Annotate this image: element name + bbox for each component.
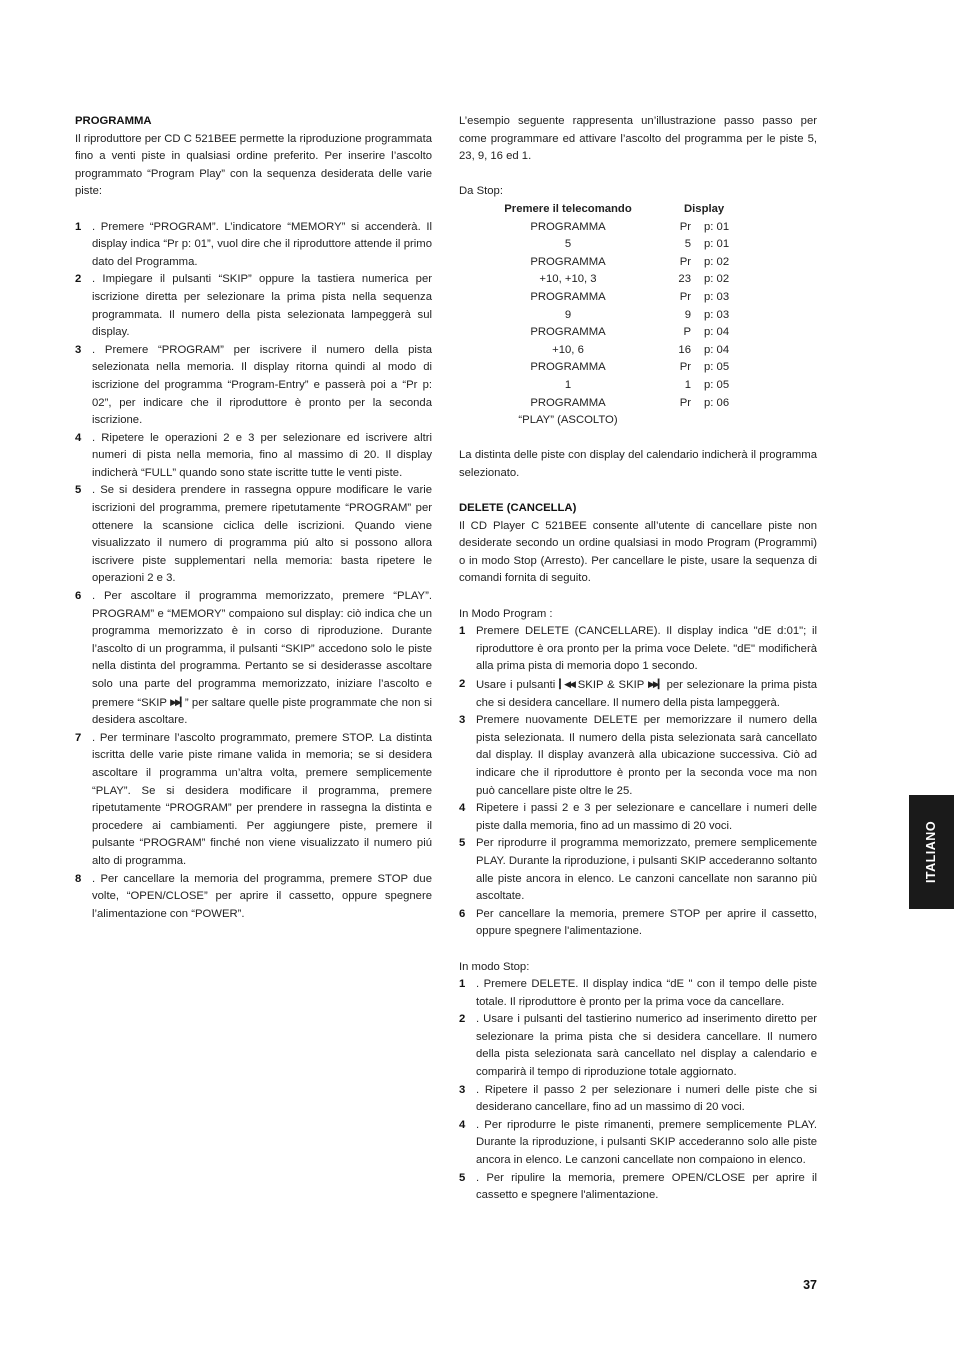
program-mode-step-4: 4 Ripetere i passi 2 e 3 per selezionare e cancellare i numeri delle piste dalla memoria, fino ad un massimo di 20 voci. <box>459 802 817 832</box>
language-tab <box>909 795 954 909</box>
programma-step-7: 7 . Per terminare l’ascolto programmato, premere STOP. La distinta iscritta delle varie piste rimane valida in memoria; se si desidera ascoltare il programma un’altra volta, premere semplicemente “PLAY”. Se si desidera modificare il programma, premere ripetutamente “PROGRAM” per prendere in rassegna la distinta e procedere ai cambiamenti. Per aggiungere piste, premere il pulsante “PROGRAM” finché non viene visualizzato il numero piú alto di programma. <box>75 731 432 867</box>
delete-heading: DELETE (CANCELLA) <box>459 502 577 515</box>
stop-mode-step-4: 4 . Per riprodurre le piste rimanenti, premere semplicemente PLAY. Durante la riproduzione, i pulsanti SKIP accederanno solo alle piste ancora in elenco. Le canzoni cancellate non compaiono in elenco. <box>459 1118 817 1167</box>
table-row: PROGRAMMA Pr p: 02 <box>530 255 730 268</box>
table-row: +10, +10, 3 23 p: 02 <box>539 273 730 286</box>
table-row: PROGRAMMA Pr p: 03 <box>530 290 730 303</box>
programma-heading: PROGRAMMA <box>75 115 152 127</box>
table-row: PROGRAMMA Pr p: 01 <box>530 220 730 233</box>
programma-step-4: 4 . Ripetere le operazioni 2 e 3 per selezionare ed iscrivere altri numeri di pista nella memoria, fino al massimo di 20. Il display indicherà “FULL” quando sono state iscritte tutte le venti piste. <box>75 431 432 479</box>
right-column <box>459 113 817 1205</box>
programma-step-3: 3 . Premere “PROGRAM” per iscrivere il numero della pista selezionata nella memoria. Il display ritorna quindi al modo di iscrizione del programma “Program-Entry” e passerà poi a “Pr p: 02”, per indicare che il riproduttore è pronto per la seconda iscrizione. <box>75 343 432 427</box>
table-row: PROGRAMMA Pr p: 05 <box>530 361 730 374</box>
skip-back-icon: ▎◀◀ <box>559 679 574 689</box>
programma-step-5: 5 . Se si desidera prendere in rassegna oppure modificare le varie iscrizioni del programma, premere ripetutamente “PROGRAM” per ottenere la scansione ciclica delle iscrizioni. Quando viene visualizzato il numero di programma piú alto si possono allora iscrivere piste supplementari nella memoria: basta ripetere le operazioni 2 e 3. <box>75 484 432 585</box>
stop-mode-step-5: 5 . Per ripulire la memoria, premere OPEN/CLOSE per aprire il cassetto e spegnere l'alimentazione. <box>459 1171 817 1202</box>
table-row: +10, 6 16 p: 04 <box>552 343 730 356</box>
table-row: “PLAY” (ASCOLTO) <box>518 414 618 427</box>
program-mode-step-2: 2 Usare i pulsanti ▎◀◀ SKIP & SKIP ▶▶▎ per selezionare la prima pista che si desidera cancellare. Il numero della pista lampeggerà. <box>459 678 818 709</box>
table-header-display: Display <box>684 202 725 215</box>
program-mode-step-1: 1 Premere DELETE (CANCELLARE). Il display indica "dE d:01"; il riproduttore è ora pronto per la prima voce Delete. "dE" modificherà alla prima pista di memoria dopo 1 secondo. <box>459 625 817 673</box>
table-note: La distinta delle piste con display del calendario indicherà il programma selezionato. <box>459 449 817 479</box>
table-header-remote: Premere il telecomando <box>504 202 632 215</box>
language-tab-label: ITALIANO <box>923 820 938 884</box>
program-mode-label: In Modo Program : <box>459 607 553 620</box>
program-mode-step-6: 6 Per cancellare la memoria, premere STOP per aprire il cassetto, oppure spegnere l'alimentazione. <box>459 907 817 938</box>
program-mode-step-3: 3 Premere nuovamente DELETE per memorizzare il numero della pista selezionata. Il numero della pista selezionata sarà cancellato dal display. Il display avanzerà alla ubicazione successiva. Ciò ad indicare che il riproduttore è pronto per la seconda voce ma non può cancellare piste oltre le 25. <box>459 714 817 797</box>
programma-step-6: 6 . Per ascoltare il programma memorizzato, premere “PLAY”. PROGRAM” e “MEMORY” compaiono sul display: ciò indica che un programma memorizzato è in corso di riproduzione. Durante l’ascolto di un programma, il pulsanti “SKIP” accedono solo le piste nella distinta del programma. Pertanto se si desiderasse ascoltare solo una parte del programma memorizzato, iniziare l’ascolto e premere “SKIP ▶▶▎” per saltare quelle piste programmate che non si desidera ascoltare. <box>75 590 432 727</box>
stop-mode-step-2: 2 . Usare i pulsanti del tastierino numerico ad inserimento diretto per selezionare la prima pista che si desidera cancellare. Il numero della pista selezionata sarà cancellato nel display a calendario e comparirà il tempo di riproduzione totale aggiornato. <box>459 1013 817 1079</box>
programma-step-1: 1 . Premere “PROGRAM”. L’indicatore “MEMORY” si accenderà. Il display indica “Pr p: 01”, vuol dire che il riproduttore attende il primo dato del Programma. <box>75 220 432 268</box>
programma-intro: Il riproduttore per CD C 521BEE permette la riproduzione programmata fino a venti piste in qualsiasi ordine preferito. Per inserire l’ascolto programmato “Program Play” con la sequenza desiderata delle varie piste: <box>75 132 432 198</box>
programma-step-2: 2 . Impiegare il pulsanti “SKIP” oppure la tastiera numerica per iscrizione diretta per selezionare la prima pista nella sequenza programmata. Il numero della pista selezionata lampeggerà sul display. <box>75 273 432 339</box>
page-number: 37 <box>803 1278 817 1292</box>
program-table <box>459 201 817 430</box>
stop-mode-step-3: 3 . Ripetere il passo 2 per selezionare i numeri delle piste che si desiderano cancellare, fino ad un massimo di 20 voci. <box>459 1083 817 1114</box>
stop-mode-label: In modo Stop: <box>459 960 530 973</box>
stop-mode-step-1: 1 . Premere DELETE. Il display indica “dE " con il tempo delle piste totale. Il riproduttore è pronto per la prima voce da cancellare. <box>459 978 817 1008</box>
table-row: 5 5 p: 01 <box>564 238 730 251</box>
table-row: PROGRAMMA Pr p: 06 <box>530 396 730 409</box>
skip-forward-icon: ▶▶▎ <box>647 679 663 689</box>
program-table-header <box>459 201 817 219</box>
skip-forward-icon: ▶▶▎ <box>170 696 185 707</box>
table-row: PROGRAMMA P p: 04 <box>530 326 730 339</box>
delete-intro: Il CD Player C 521BEE consente all’utente di cancellare piste non desiderate secondo un ordine qualsiasi in modo Program (Programmi) o in modo Stop (Arresto). Per cancellare le piste, usare la sequenza di comandi fornita di seguito. <box>459 519 817 585</box>
left-column <box>75 113 432 923</box>
programma-step-8: 8 . Per cancellare la memoria del programma, premere STOP due volte, “OPEN/CLOSE” per aprire il cassetto, oppure spegnere l’alimentazione con “POWER”. <box>75 872 432 920</box>
program-mode-step-5: 5 Per riprodurre il programma memorizzato, premere semplicemente PLAY. Durante la riproduzione, i pulsanti SKIP accederanno soltanto alle piste ancora in elenco. Le canzoni cancellate non saranno più ascoltate. <box>459 837 818 903</box>
from-stop-label: Da Stop: <box>459 185 503 198</box>
table-row: 1 1 p: 05 <box>564 378 730 391</box>
example-intro: L’esempio seguente rappresenta un’illustrazione passo passo per come programmare ed attivare l’ascolto del programma per le piste 5, 23, 9, 16 ed 1. <box>459 115 817 163</box>
table-row: 9 9 p: 03 <box>564 308 730 321</box>
